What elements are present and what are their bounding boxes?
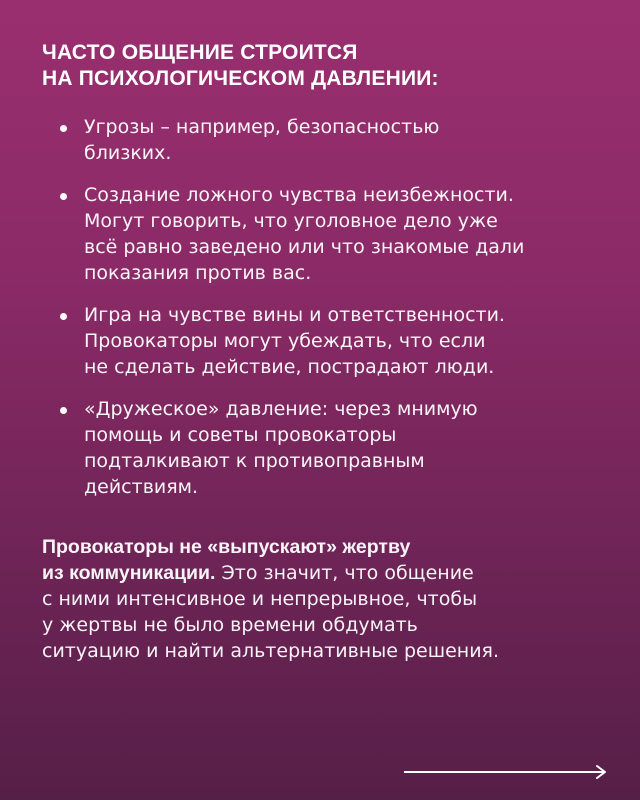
closing-bold-line: Провокаторы не «выпускают» жертву bbox=[42, 536, 411, 558]
title-line-2: НА ПСИХОЛОГИЧЕСКОМ ДАВЛЕНИИ: bbox=[42, 67, 439, 90]
list-item-line: «Дружеское» давление: через мнимую bbox=[84, 398, 478, 420]
list-item-line: помощь и советы провокаторы bbox=[84, 424, 397, 446]
list-item-line: Могут говорить, что уголовное дело уже bbox=[84, 210, 498, 232]
list-item-line: всё равно заведено или что знакомые дали bbox=[84, 236, 525, 258]
closing-bold-phrase: из коммуникации. bbox=[42, 562, 216, 584]
closing-line bbox=[42, 560, 602, 586]
list-item-threats bbox=[42, 114, 602, 166]
bullet-dot-icon bbox=[60, 313, 67, 320]
list-item-friendly-pressure bbox=[42, 396, 602, 500]
list-item-line: показания против вас. bbox=[84, 262, 312, 284]
list-item-line: Игра на чувстве вины и ответственности. bbox=[84, 304, 505, 326]
list-item-guilt bbox=[42, 302, 602, 380]
arrow-right-icon[interactable] bbox=[404, 763, 610, 781]
closing-line: с ними интенсивное и непрерывное, чтобы bbox=[42, 588, 478, 610]
slide-content bbox=[42, 40, 602, 683]
bullet-dot-icon bbox=[60, 193, 67, 200]
slide-title bbox=[42, 40, 602, 92]
list-item-line: близких. bbox=[84, 142, 172, 164]
closing-paragraph bbox=[42, 534, 602, 664]
closing-line: ситуацию и найти альтернативные решения. bbox=[42, 640, 500, 662]
bullet-dot-icon bbox=[60, 125, 67, 132]
closing-line: у жертвы не было времени обдумать bbox=[42, 614, 418, 636]
list-item-inevitability bbox=[42, 182, 602, 286]
list-item-line: Угрозы – например, безопасностью bbox=[84, 116, 440, 138]
title-line-1: ЧАСТО ОБЩЕНИЕ СТРОИТСЯ bbox=[42, 41, 358, 64]
pressure-tactics-list bbox=[42, 114, 602, 500]
bullet-dot-icon bbox=[60, 407, 67, 414]
list-item-line: Провокаторы могут убеждать, что если bbox=[84, 330, 486, 352]
list-item-line: подталкивают к противоправным bbox=[84, 450, 425, 472]
list-item-line: не сделать действие, пострадают люди. bbox=[84, 356, 495, 378]
list-item-line: Создание ложного чувства неизбежности. bbox=[84, 184, 514, 206]
list-item-line: действиям. bbox=[84, 476, 199, 498]
closing-phrase: Это значит, что общение bbox=[215, 562, 474, 584]
